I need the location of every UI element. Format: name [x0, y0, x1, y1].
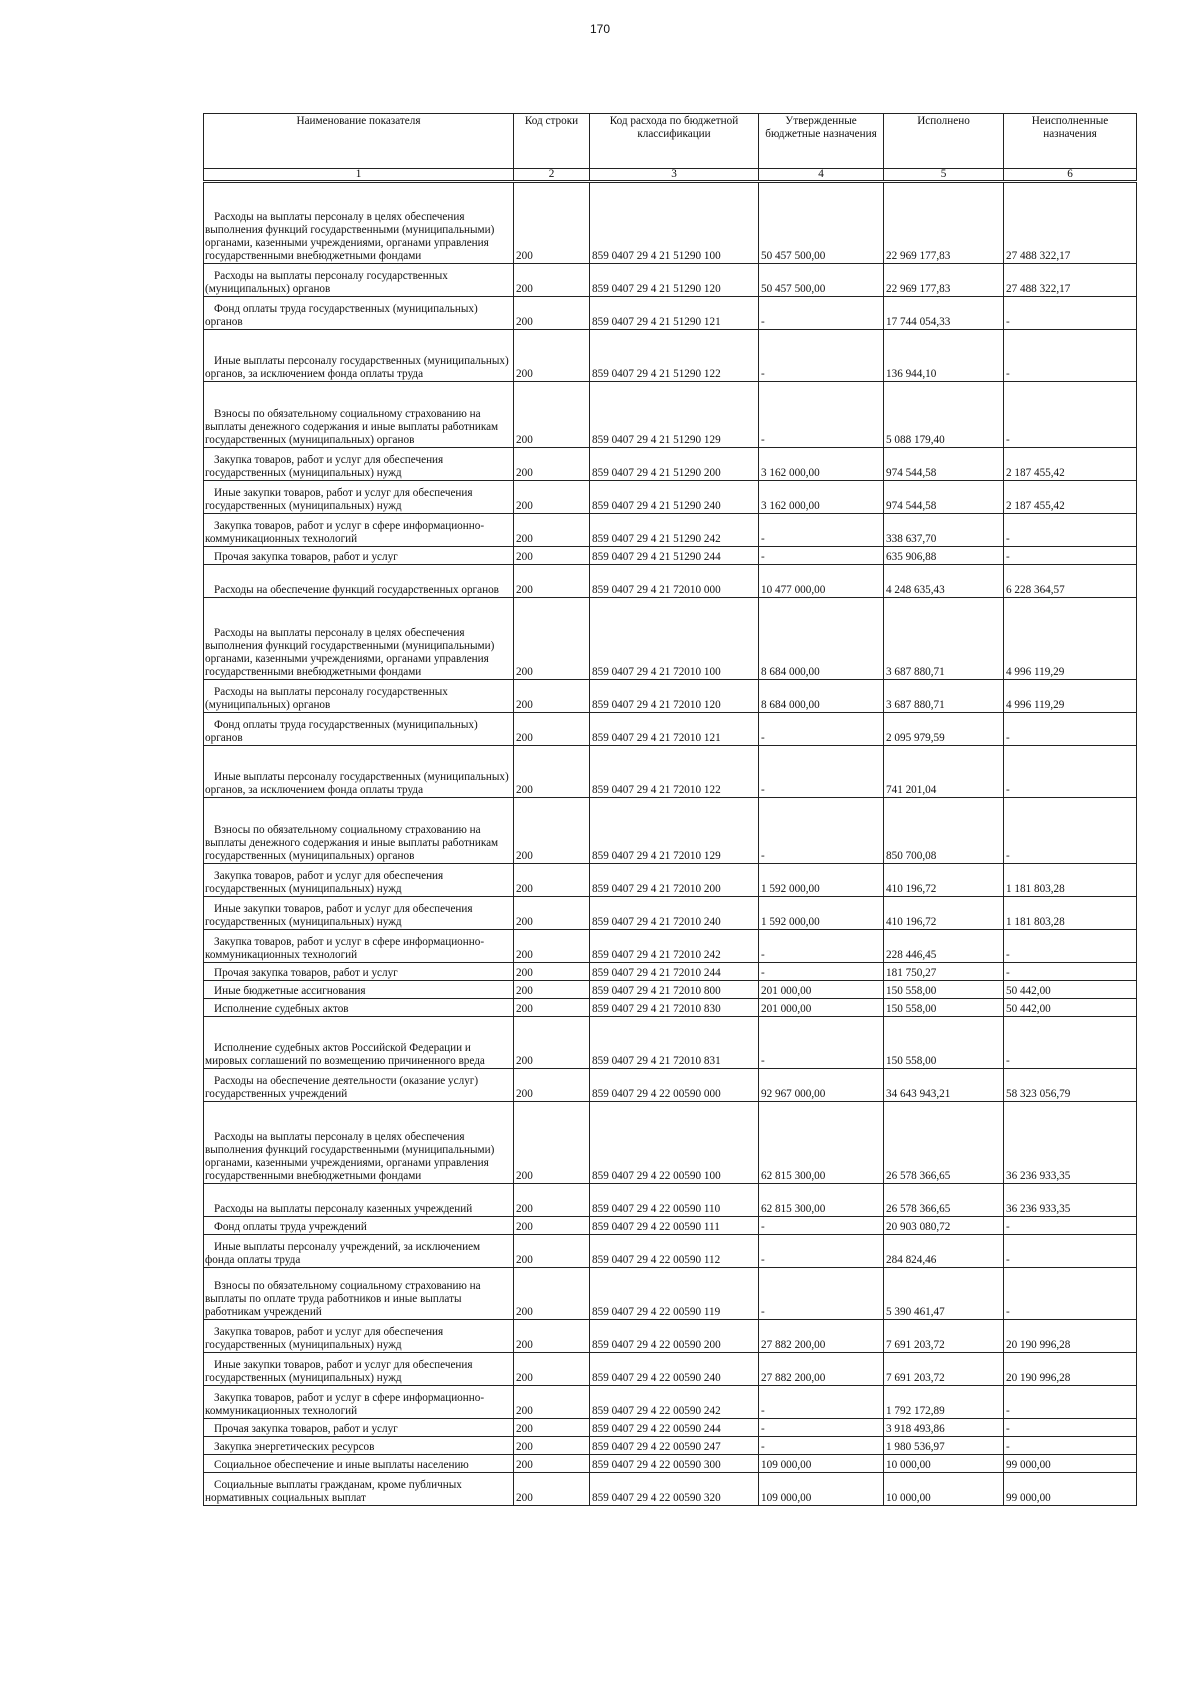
- table-row: [204, 963, 1137, 981]
- row-name: Прочая закупка товаров, работ и услуг: [204, 547, 514, 565]
- row-approved: -: [759, 330, 884, 382]
- table-row: [204, 382, 1137, 448]
- row-line-code: 200: [514, 1320, 590, 1353]
- row-executed: 26 578 366,65: [884, 1184, 1004, 1217]
- row-executed: 1 792 172,89: [884, 1386, 1004, 1419]
- row-line-code: 200: [514, 713, 590, 746]
- row-unexecuted: 99 000,00: [1004, 1455, 1137, 1473]
- table-row: [204, 746, 1137, 798]
- row-line-code: 200: [514, 1217, 590, 1235]
- row-budget-code: 859 0407 29 4 22 00590 320: [590, 1473, 759, 1506]
- row-unexecuted: -: [1004, 330, 1137, 382]
- row-executed: 1 980 536,97: [884, 1437, 1004, 1455]
- row-unexecuted: 50 442,00: [1004, 981, 1137, 999]
- row-name: Взносы по обязательному социальному страхованию на выплаты по оплате труда работников и иные выплаты работникам учреждений: [204, 1268, 514, 1320]
- row-budget-code: 859 0407 29 4 21 51290 240: [590, 481, 759, 514]
- row-unexecuted: 2 187 455,42: [1004, 448, 1137, 481]
- row-executed: 150 558,00: [884, 999, 1004, 1017]
- row-approved: 27 882 200,00: [759, 1320, 884, 1353]
- row-budget-code: 859 0407 29 4 22 00590 100: [590, 1102, 759, 1184]
- row-executed: 5 088 179,40: [884, 382, 1004, 448]
- table-row: [204, 547, 1137, 565]
- row-approved: -: [759, 1235, 884, 1268]
- row-line-code: 200: [514, 1235, 590, 1268]
- row-name: Расходы на выплаты персоналу государственных (муниципальных) органов: [204, 264, 514, 297]
- row-executed: 410 196,72: [884, 864, 1004, 897]
- row-line-code: 200: [514, 864, 590, 897]
- row-name: Закупка товаров, работ и услуг в сфере информационно-коммуникационных технологий: [204, 514, 514, 547]
- row-name: Расходы на выплаты персоналу казенных учреждений: [204, 1184, 514, 1217]
- header-budget-code: Код расхода по бюджетной классификации: [590, 114, 759, 169]
- row-budget-code: 859 0407 29 4 21 51290 200: [590, 448, 759, 481]
- row-approved: 109 000,00: [759, 1455, 884, 1473]
- row-line-code: 200: [514, 514, 590, 547]
- row-unexecuted: 36 236 933,35: [1004, 1184, 1137, 1217]
- row-budget-code: 859 0407 29 4 21 72010 120: [590, 680, 759, 713]
- row-approved: 50 457 500,00: [759, 264, 884, 297]
- row-name: Исполнение судебных актов: [204, 999, 514, 1017]
- row-executed: 17 744 054,33: [884, 297, 1004, 330]
- row-executed: 4 248 635,43: [884, 565, 1004, 598]
- row-name: Социальные выплаты гражданам, кроме публичных нормативных социальных выплат: [204, 1473, 514, 1506]
- row-unexecuted: 20 190 996,28: [1004, 1320, 1137, 1353]
- row-line-code: 200: [514, 1184, 590, 1217]
- row-name: Расходы на выплаты персоналу в целях обеспечения выполнения функций государственными (муниципальными) органами, казенными учреждениями, органами управления государственными внебюджетными фондами: [204, 598, 514, 680]
- row-approved: -: [759, 798, 884, 864]
- row-budget-code: 859 0407 29 4 21 51290 120: [590, 264, 759, 297]
- column-number: 3: [590, 169, 759, 182]
- header-unexecuted: Неисполненные назначения: [1004, 114, 1137, 169]
- row-budget-code: 859 0407 29 4 21 51290 129: [590, 382, 759, 448]
- header-name: Наименование показателя: [204, 114, 514, 169]
- row-budget-code: 859 0407 29 4 22 00590 242: [590, 1386, 759, 1419]
- row-approved: -: [759, 1419, 884, 1437]
- table-row: [204, 448, 1137, 481]
- row-name: Иные закупки товаров, работ и услуг для обеспечения государственных (муниципальных) нужд: [204, 897, 514, 930]
- row-budget-code: 859 0407 29 4 21 72010 000: [590, 565, 759, 598]
- row-budget-code: 859 0407 29 4 21 72010 121: [590, 713, 759, 746]
- table-row: [204, 565, 1137, 598]
- table-row: [204, 1217, 1137, 1235]
- table-row: [204, 999, 1137, 1017]
- row-executed: 3 687 880,71: [884, 680, 1004, 713]
- row-budget-code: 859 0407 29 4 22 00590 119: [590, 1268, 759, 1320]
- row-executed: 22 969 177,83: [884, 182, 1004, 264]
- row-unexecuted: -: [1004, 746, 1137, 798]
- row-executed: 150 558,00: [884, 981, 1004, 999]
- row-budget-code: 859 0407 29 4 22 00590 110: [590, 1184, 759, 1217]
- table-row: [204, 1069, 1137, 1102]
- row-budget-code: 859 0407 29 4 21 72010 200: [590, 864, 759, 897]
- header-approved: Утвержденные бюджетные назначения: [759, 114, 884, 169]
- table-row: [204, 1455, 1137, 1473]
- table-row: [204, 330, 1137, 382]
- row-approved: -: [759, 1217, 884, 1235]
- row-budget-code: 859 0407 29 4 22 00590 247: [590, 1437, 759, 1455]
- row-name: Иные закупки товаров, работ и услуг для обеспечения государственных (муниципальных) нужд: [204, 481, 514, 514]
- row-line-code: 200: [514, 448, 590, 481]
- row-approved: 8 684 000,00: [759, 680, 884, 713]
- row-unexecuted: 50 442,00: [1004, 999, 1137, 1017]
- row-unexecuted: -: [1004, 713, 1137, 746]
- row-budget-code: 859 0407 29 4 22 00590 000: [590, 1069, 759, 1102]
- row-budget-code: 859 0407 29 4 21 72010 100: [590, 598, 759, 680]
- row-executed: 10 000,00: [884, 1473, 1004, 1506]
- row-unexecuted: -: [1004, 1419, 1137, 1437]
- row-approved: 109 000,00: [759, 1473, 884, 1506]
- row-budget-code: 859 0407 29 4 21 51290 242: [590, 514, 759, 547]
- row-budget-code: 859 0407 29 4 21 72010 244: [590, 963, 759, 981]
- row-line-code: 200: [514, 547, 590, 565]
- table-row: [204, 798, 1137, 864]
- table-row: [204, 514, 1137, 547]
- table-row: [204, 680, 1137, 713]
- table-row: [204, 1102, 1137, 1184]
- row-approved: -: [759, 746, 884, 798]
- row-unexecuted: 36 236 933,35: [1004, 1102, 1137, 1184]
- row-approved: -: [759, 1386, 884, 1419]
- column-number-row: [204, 169, 1137, 182]
- row-approved: 201 000,00: [759, 999, 884, 1017]
- row-budget-code: 859 0407 29 4 21 72010 240: [590, 897, 759, 930]
- row-executed: 974 544,58: [884, 448, 1004, 481]
- row-approved: 62 815 300,00: [759, 1102, 884, 1184]
- row-name: Закупка товаров, работ и услуг в сфере информационно-коммуникационных технологий: [204, 1386, 514, 1419]
- row-unexecuted: -: [1004, 930, 1137, 963]
- row-line-code: 200: [514, 481, 590, 514]
- row-approved: -: [759, 930, 884, 963]
- row-name: Расходы на выплаты персоналу государственных (муниципальных) органов: [204, 680, 514, 713]
- row-name: Иные закупки товаров, работ и услуг для обеспечения государственных (муниципальных) нужд: [204, 1353, 514, 1386]
- row-approved: 3 162 000,00: [759, 448, 884, 481]
- header-line-code: Код строки: [514, 114, 590, 169]
- table-row: [204, 297, 1137, 330]
- row-line-code: 200: [514, 1437, 590, 1455]
- row-approved: -: [759, 713, 884, 746]
- row-executed: 10 000,00: [884, 1455, 1004, 1473]
- row-budget-code: 859 0407 29 4 21 51290 121: [590, 297, 759, 330]
- row-unexecuted: 4 996 119,29: [1004, 598, 1137, 680]
- row-line-code: 200: [514, 264, 590, 297]
- table-row: [204, 1235, 1137, 1268]
- row-budget-code: 859 0407 29 4 22 00590 240: [590, 1353, 759, 1386]
- row-unexecuted: -: [1004, 547, 1137, 565]
- row-executed: 26 578 366,65: [884, 1102, 1004, 1184]
- row-executed: 150 558,00: [884, 1017, 1004, 1069]
- table-row: [204, 598, 1137, 680]
- row-budget-code: 859 0407 29 4 21 72010 129: [590, 798, 759, 864]
- column-number: 4: [759, 169, 884, 182]
- row-approved: 62 815 300,00: [759, 1184, 884, 1217]
- row-name: Закупка товаров, работ и услуг для обеспечения государственных (муниципальных) нужд: [204, 448, 514, 481]
- row-name: Закупка энергетических ресурсов: [204, 1437, 514, 1455]
- row-name: Закупка товаров, работ и услуг для обеспечения государственных (муниципальных) нужд: [204, 1320, 514, 1353]
- row-name: Расходы на выплаты персоналу в целях обеспечения выполнения функций государственными (муниципальными) органами, казенными учреждениями, органами управления государственными внебюджетными фондами: [204, 1102, 514, 1184]
- row-budget-code: 859 0407 29 4 21 51290 122: [590, 330, 759, 382]
- row-budget-code: 859 0407 29 4 22 00590 244: [590, 1419, 759, 1437]
- table-row: [204, 897, 1137, 930]
- row-approved: -: [759, 547, 884, 565]
- row-executed: 3 687 880,71: [884, 598, 1004, 680]
- row-unexecuted: -: [1004, 798, 1137, 864]
- row-line-code: 200: [514, 565, 590, 598]
- row-name: Фонд оплаты труда учреждений: [204, 1217, 514, 1235]
- row-unexecuted: 1 181 803,28: [1004, 897, 1137, 930]
- row-approved: -: [759, 514, 884, 547]
- row-name: Закупка товаров, работ и услуг для обеспечения государственных (муниципальных) нужд: [204, 864, 514, 897]
- row-unexecuted: -: [1004, 963, 1137, 981]
- row-line-code: 200: [514, 297, 590, 330]
- row-name: Прочая закупка товаров, работ и услуг: [204, 1419, 514, 1437]
- row-name: Расходы на выплаты персоналу в целях обеспечения выполнения функций государственными (муниципальными) органами, казенными учреждениями, органами управления государственными внебюджетными фондами: [204, 182, 514, 264]
- row-name: Фонд оплаты труда государственных (муниципальных) органов: [204, 297, 514, 330]
- page-number: 170: [589, 22, 611, 36]
- row-name: Взносы по обязательному социальному страхованию на выплаты денежного содержания и иные выплаты работникам государственных (муниципальных) органов: [204, 798, 514, 864]
- column-number: 5: [884, 169, 1004, 182]
- row-budget-code: 859 0407 29 4 21 72010 122: [590, 746, 759, 798]
- row-approved: 50 457 500,00: [759, 182, 884, 264]
- row-line-code: 200: [514, 1455, 590, 1473]
- row-line-code: 200: [514, 1473, 590, 1506]
- row-unexecuted: -: [1004, 1268, 1137, 1320]
- row-unexecuted: -: [1004, 1386, 1137, 1419]
- row-approved: -: [759, 1017, 884, 1069]
- row-unexecuted: 4 996 119,29: [1004, 680, 1137, 713]
- row-unexecuted: 20 190 996,28: [1004, 1353, 1137, 1386]
- row-budget-code: 859 0407 29 4 22 00590 200: [590, 1320, 759, 1353]
- row-line-code: 200: [514, 999, 590, 1017]
- row-approved: -: [759, 297, 884, 330]
- row-executed: 2 095 979,59: [884, 713, 1004, 746]
- row-name: Расходы на обеспечение функций государственных органов: [204, 565, 514, 598]
- table-header-row: [204, 114, 1137, 169]
- row-executed: 181 750,27: [884, 963, 1004, 981]
- row-approved: 10 477 000,00: [759, 565, 884, 598]
- row-unexecuted: 1 181 803,28: [1004, 864, 1137, 897]
- row-line-code: 200: [514, 1069, 590, 1102]
- row-budget-code: 859 0407 29 4 21 51290 244: [590, 547, 759, 565]
- row-name: Иные выплаты персоналу учреждений, за исключением фонда оплаты труда: [204, 1235, 514, 1268]
- row-executed: 974 544,58: [884, 481, 1004, 514]
- row-approved: 92 967 000,00: [759, 1069, 884, 1102]
- row-budget-code: 859 0407 29 4 21 72010 242: [590, 930, 759, 963]
- column-number: 6: [1004, 169, 1137, 182]
- table-row: [204, 1184, 1137, 1217]
- row-name: Закупка товаров, работ и услуг в сфере информационно-коммуникационных технологий: [204, 930, 514, 963]
- table-row: [204, 1386, 1137, 1419]
- table-row: [204, 864, 1137, 897]
- row-unexecuted: -: [1004, 1235, 1137, 1268]
- row-budget-code: 859 0407 29 4 22 00590 112: [590, 1235, 759, 1268]
- row-executed: 410 196,72: [884, 897, 1004, 930]
- row-unexecuted: 58 323 056,79: [1004, 1069, 1137, 1102]
- row-line-code: 200: [514, 746, 590, 798]
- table-row: [204, 182, 1137, 264]
- row-line-code: 200: [514, 1268, 590, 1320]
- row-line-code: 200: [514, 963, 590, 981]
- row-executed: 7 691 203,72: [884, 1353, 1004, 1386]
- row-budget-code: 859 0407 29 4 21 72010 800: [590, 981, 759, 999]
- row-line-code: 200: [514, 598, 590, 680]
- table-row: [204, 1419, 1137, 1437]
- row-budget-code: 859 0407 29 4 22 00590 111: [590, 1217, 759, 1235]
- row-name: Прочая закупка товаров, работ и услуг: [204, 963, 514, 981]
- row-approved: 1 592 000,00: [759, 897, 884, 930]
- table-row: [204, 1437, 1137, 1455]
- row-approved: -: [759, 382, 884, 448]
- row-approved: 1 592 000,00: [759, 864, 884, 897]
- table-row: [204, 264, 1137, 297]
- row-approved: -: [759, 963, 884, 981]
- row-executed: 34 643 943,21: [884, 1069, 1004, 1102]
- row-budget-code: 859 0407 29 4 21 72010 831: [590, 1017, 759, 1069]
- row-unexecuted: 99 000,00: [1004, 1473, 1137, 1506]
- row-executed: 3 918 493,86: [884, 1419, 1004, 1437]
- row-executed: 338 637,70: [884, 514, 1004, 547]
- row-approved: 27 882 200,00: [759, 1353, 884, 1386]
- table-row: [204, 1017, 1137, 1069]
- row-line-code: 200: [514, 930, 590, 963]
- header-executed: Исполнено: [884, 114, 1004, 169]
- row-executed: 284 824,46: [884, 1235, 1004, 1268]
- row-line-code: 200: [514, 798, 590, 864]
- row-line-code: 200: [514, 330, 590, 382]
- row-unexecuted: 27 488 322,17: [1004, 264, 1137, 297]
- table-row: [204, 1473, 1137, 1506]
- table-row: [204, 981, 1137, 999]
- row-unexecuted: 6 228 364,57: [1004, 565, 1137, 598]
- row-approved: -: [759, 1268, 884, 1320]
- row-executed: 635 906,88: [884, 547, 1004, 565]
- row-unexecuted: -: [1004, 297, 1137, 330]
- row-name: Исполнение судебных актов Российской Федерации и мировых соглашений по возмещению причиненного вреда: [204, 1017, 514, 1069]
- row-approved: -: [759, 1437, 884, 1455]
- row-unexecuted: 27 488 322,17: [1004, 182, 1137, 264]
- table-row: [204, 713, 1137, 746]
- row-unexecuted: -: [1004, 1437, 1137, 1455]
- row-executed: 850 700,08: [884, 798, 1004, 864]
- row-unexecuted: -: [1004, 382, 1137, 448]
- row-line-code: 200: [514, 1017, 590, 1069]
- row-executed: 741 201,04: [884, 746, 1004, 798]
- row-unexecuted: -: [1004, 514, 1137, 547]
- row-executed: 20 903 080,72: [884, 1217, 1004, 1235]
- row-line-code: 200: [514, 1102, 590, 1184]
- row-budget-code: 859 0407 29 4 22 00590 300: [590, 1455, 759, 1473]
- table-body: [204, 182, 1137, 1506]
- row-line-code: 200: [514, 1353, 590, 1386]
- row-executed: 136 944,10: [884, 330, 1004, 382]
- table-row: [204, 481, 1137, 514]
- table-row: [204, 1268, 1137, 1320]
- row-unexecuted: 2 187 455,42: [1004, 481, 1137, 514]
- row-line-code: 200: [514, 680, 590, 713]
- row-line-code: 200: [514, 1419, 590, 1437]
- row-line-code: 200: [514, 981, 590, 999]
- row-name: Иные выплаты персоналу государственных (муниципальных) органов, за исключением фонда оплаты труда: [204, 746, 514, 798]
- row-budget-code: 859 0407 29 4 21 51290 100: [590, 182, 759, 264]
- table-row: [204, 1353, 1137, 1386]
- row-executed: 5 390 461,47: [884, 1268, 1004, 1320]
- row-approved: 201 000,00: [759, 981, 884, 999]
- row-name: Иные выплаты персоналу государственных (муниципальных) органов, за исключением фонда оплаты труда: [204, 330, 514, 382]
- row-line-code: 200: [514, 1386, 590, 1419]
- row-name: Взносы по обязательному социальному страхованию на выплаты денежного содержания и иные выплаты работникам государственных (муниципальных) органов: [204, 382, 514, 448]
- row-name: Социальное обеспечение и иные выплаты населению: [204, 1455, 514, 1473]
- row-approved: 8 684 000,00: [759, 598, 884, 680]
- row-budget-code: 859 0407 29 4 21 72010 830: [590, 999, 759, 1017]
- row-executed: 7 691 203,72: [884, 1320, 1004, 1353]
- row-approved: 3 162 000,00: [759, 481, 884, 514]
- column-number: 1: [204, 169, 514, 182]
- row-unexecuted: -: [1004, 1217, 1137, 1235]
- column-number: 2: [514, 169, 590, 182]
- row-name: Иные бюджетные ассигнования: [204, 981, 514, 999]
- table-row: [204, 930, 1137, 963]
- row-executed: 228 446,45: [884, 930, 1004, 963]
- row-line-code: 200: [514, 382, 590, 448]
- row-line-code: 200: [514, 897, 590, 930]
- row-name: Расходы на обеспечение деятельности (оказание услуг) государственных учреждений: [204, 1069, 514, 1102]
- row-unexecuted: -: [1004, 1017, 1137, 1069]
- row-name: Фонд оплаты труда государственных (муниципальных) органов: [204, 713, 514, 746]
- row-line-code: 200: [514, 182, 590, 264]
- row-executed: 22 969 177,83: [884, 264, 1004, 297]
- budget-execution-table: [203, 113, 1137, 1506]
- table-row: [204, 1320, 1137, 1353]
